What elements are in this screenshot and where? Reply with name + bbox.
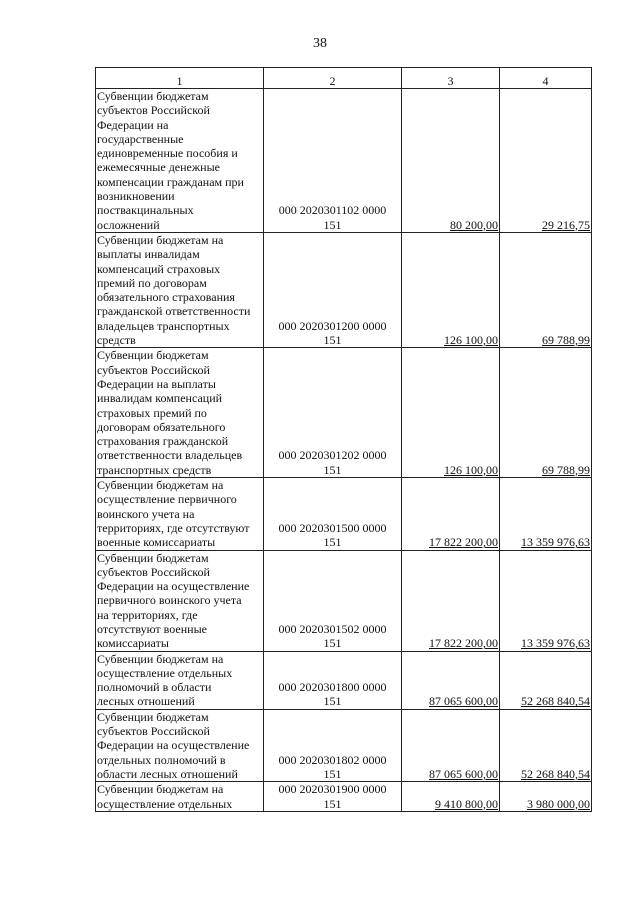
- row-fact-cell: [500, 478, 592, 550]
- column-header-1: 1: [96, 68, 264, 89]
- table-row: [96, 709, 592, 781]
- row-fact: 3 980 000,00: [527, 796, 590, 811]
- row-plan-cell: [402, 348, 500, 478]
- row-fact: 69 788,99: [542, 462, 590, 477]
- table-row: [96, 232, 592, 347]
- table-row: [96, 651, 592, 709]
- table-row: [96, 348, 592, 478]
- row-plan: 9 410 800,00: [435, 796, 498, 811]
- table-row: [96, 478, 592, 550]
- row-plan-cell: [402, 782, 500, 812]
- row-name: Субвенции бюджетам на осуществление первичного воинского учета на территориях, где отсутствуют военные комиссариаты: [96, 478, 264, 550]
- row-fact: 13 359 976,63: [521, 535, 590, 550]
- row-name: Субвенции бюджетам субъектов Российской Федерации на осуществление отдельных полномочий в области лесных отношений: [96, 709, 264, 781]
- column-header-2: 2: [264, 68, 402, 89]
- row-plan: 87 065 600,00: [429, 694, 498, 709]
- row-fact: 29 216,75: [542, 217, 590, 232]
- row-name: Субвенции бюджетам субъектов Российской Федерации на государственные единовременные пособия и ежемесячные денежные компенсации гражданам при возникновении поствакцинальных осложнений: [96, 89, 264, 233]
- column-header-4: 4: [500, 68, 592, 89]
- row-code: 000 2020301202 0000 151: [264, 348, 402, 478]
- row-plan: 80 200,00: [450, 217, 498, 232]
- row-code: 000 2020301200 0000 151: [264, 232, 402, 347]
- row-code: 000 2020301800 0000 151: [264, 651, 402, 709]
- row-plan: 17 822 200,00: [429, 535, 498, 550]
- column-header-3: 3: [402, 68, 500, 89]
- table-row: [96, 782, 592, 812]
- row-fact: 13 359 976,63: [521, 636, 590, 651]
- row-plan-cell: [402, 550, 500, 651]
- row-fact-cell: [500, 348, 592, 478]
- row-name: Субвенции бюджетам на осуществление отдельных полномочий в области лесных отношений: [96, 651, 264, 709]
- row-plan-cell: [402, 651, 500, 709]
- row-fact: 52 268 840,54: [521, 766, 590, 781]
- row-fact-cell: [500, 232, 592, 347]
- page-number: 38: [313, 36, 327, 51]
- row-name: Субвенции бюджетам на выплаты инвалидам компенсаций страховых премий по договорам обязательного страхования гражданской ответственности владельцев транспортных средств: [96, 232, 264, 347]
- row-name: Субвенции бюджетам субъектов Российской Федерации на выплаты инвалидам компенсаций страховых премий по договорам обязательного страхования гражданской ответственности владельцев транспортных средств: [96, 348, 264, 478]
- row-fact-cell: [500, 651, 592, 709]
- table-row: [96, 89, 592, 233]
- row-plan: 126 100,00: [444, 333, 498, 348]
- table-row: [96, 550, 592, 651]
- row-plan: 17 822 200,00: [429, 636, 498, 651]
- row-name: Субвенции бюджетам на осуществление отдельных: [96, 782, 264, 812]
- row-code: 000 2020301900 0000 151: [264, 782, 402, 812]
- row-fact-cell: [500, 709, 592, 781]
- row-plan: 126 100,00: [444, 462, 498, 477]
- row-plan-cell: [402, 232, 500, 347]
- row-fact-cell: [500, 89, 592, 233]
- row-fact: 69 788,99: [542, 333, 590, 348]
- row-code: 000 2020301802 0000 151: [264, 709, 402, 781]
- row-code: 000 2020301102 0000 151: [264, 89, 402, 233]
- row-plan-cell: [402, 89, 500, 233]
- row-fact-cell: [500, 550, 592, 651]
- table-header-row: [96, 68, 592, 89]
- row-fact-cell: [500, 782, 592, 812]
- row-plan-cell: [402, 478, 500, 550]
- row-name: Субвенции бюджетам субъектов Российской Федерации на осуществление первичного воинского учета на территориях, где отсутствуют военные комиссариаты: [96, 550, 264, 651]
- row-plan-cell: [402, 709, 500, 781]
- row-plan: 87 065 600,00: [429, 766, 498, 781]
- row-fact: 52 268 840,54: [521, 694, 590, 709]
- row-code: 000 2020301500 0000 151: [264, 478, 402, 550]
- budget-table: [95, 67, 592, 812]
- row-code: 000 2020301502 0000 151: [264, 550, 402, 651]
